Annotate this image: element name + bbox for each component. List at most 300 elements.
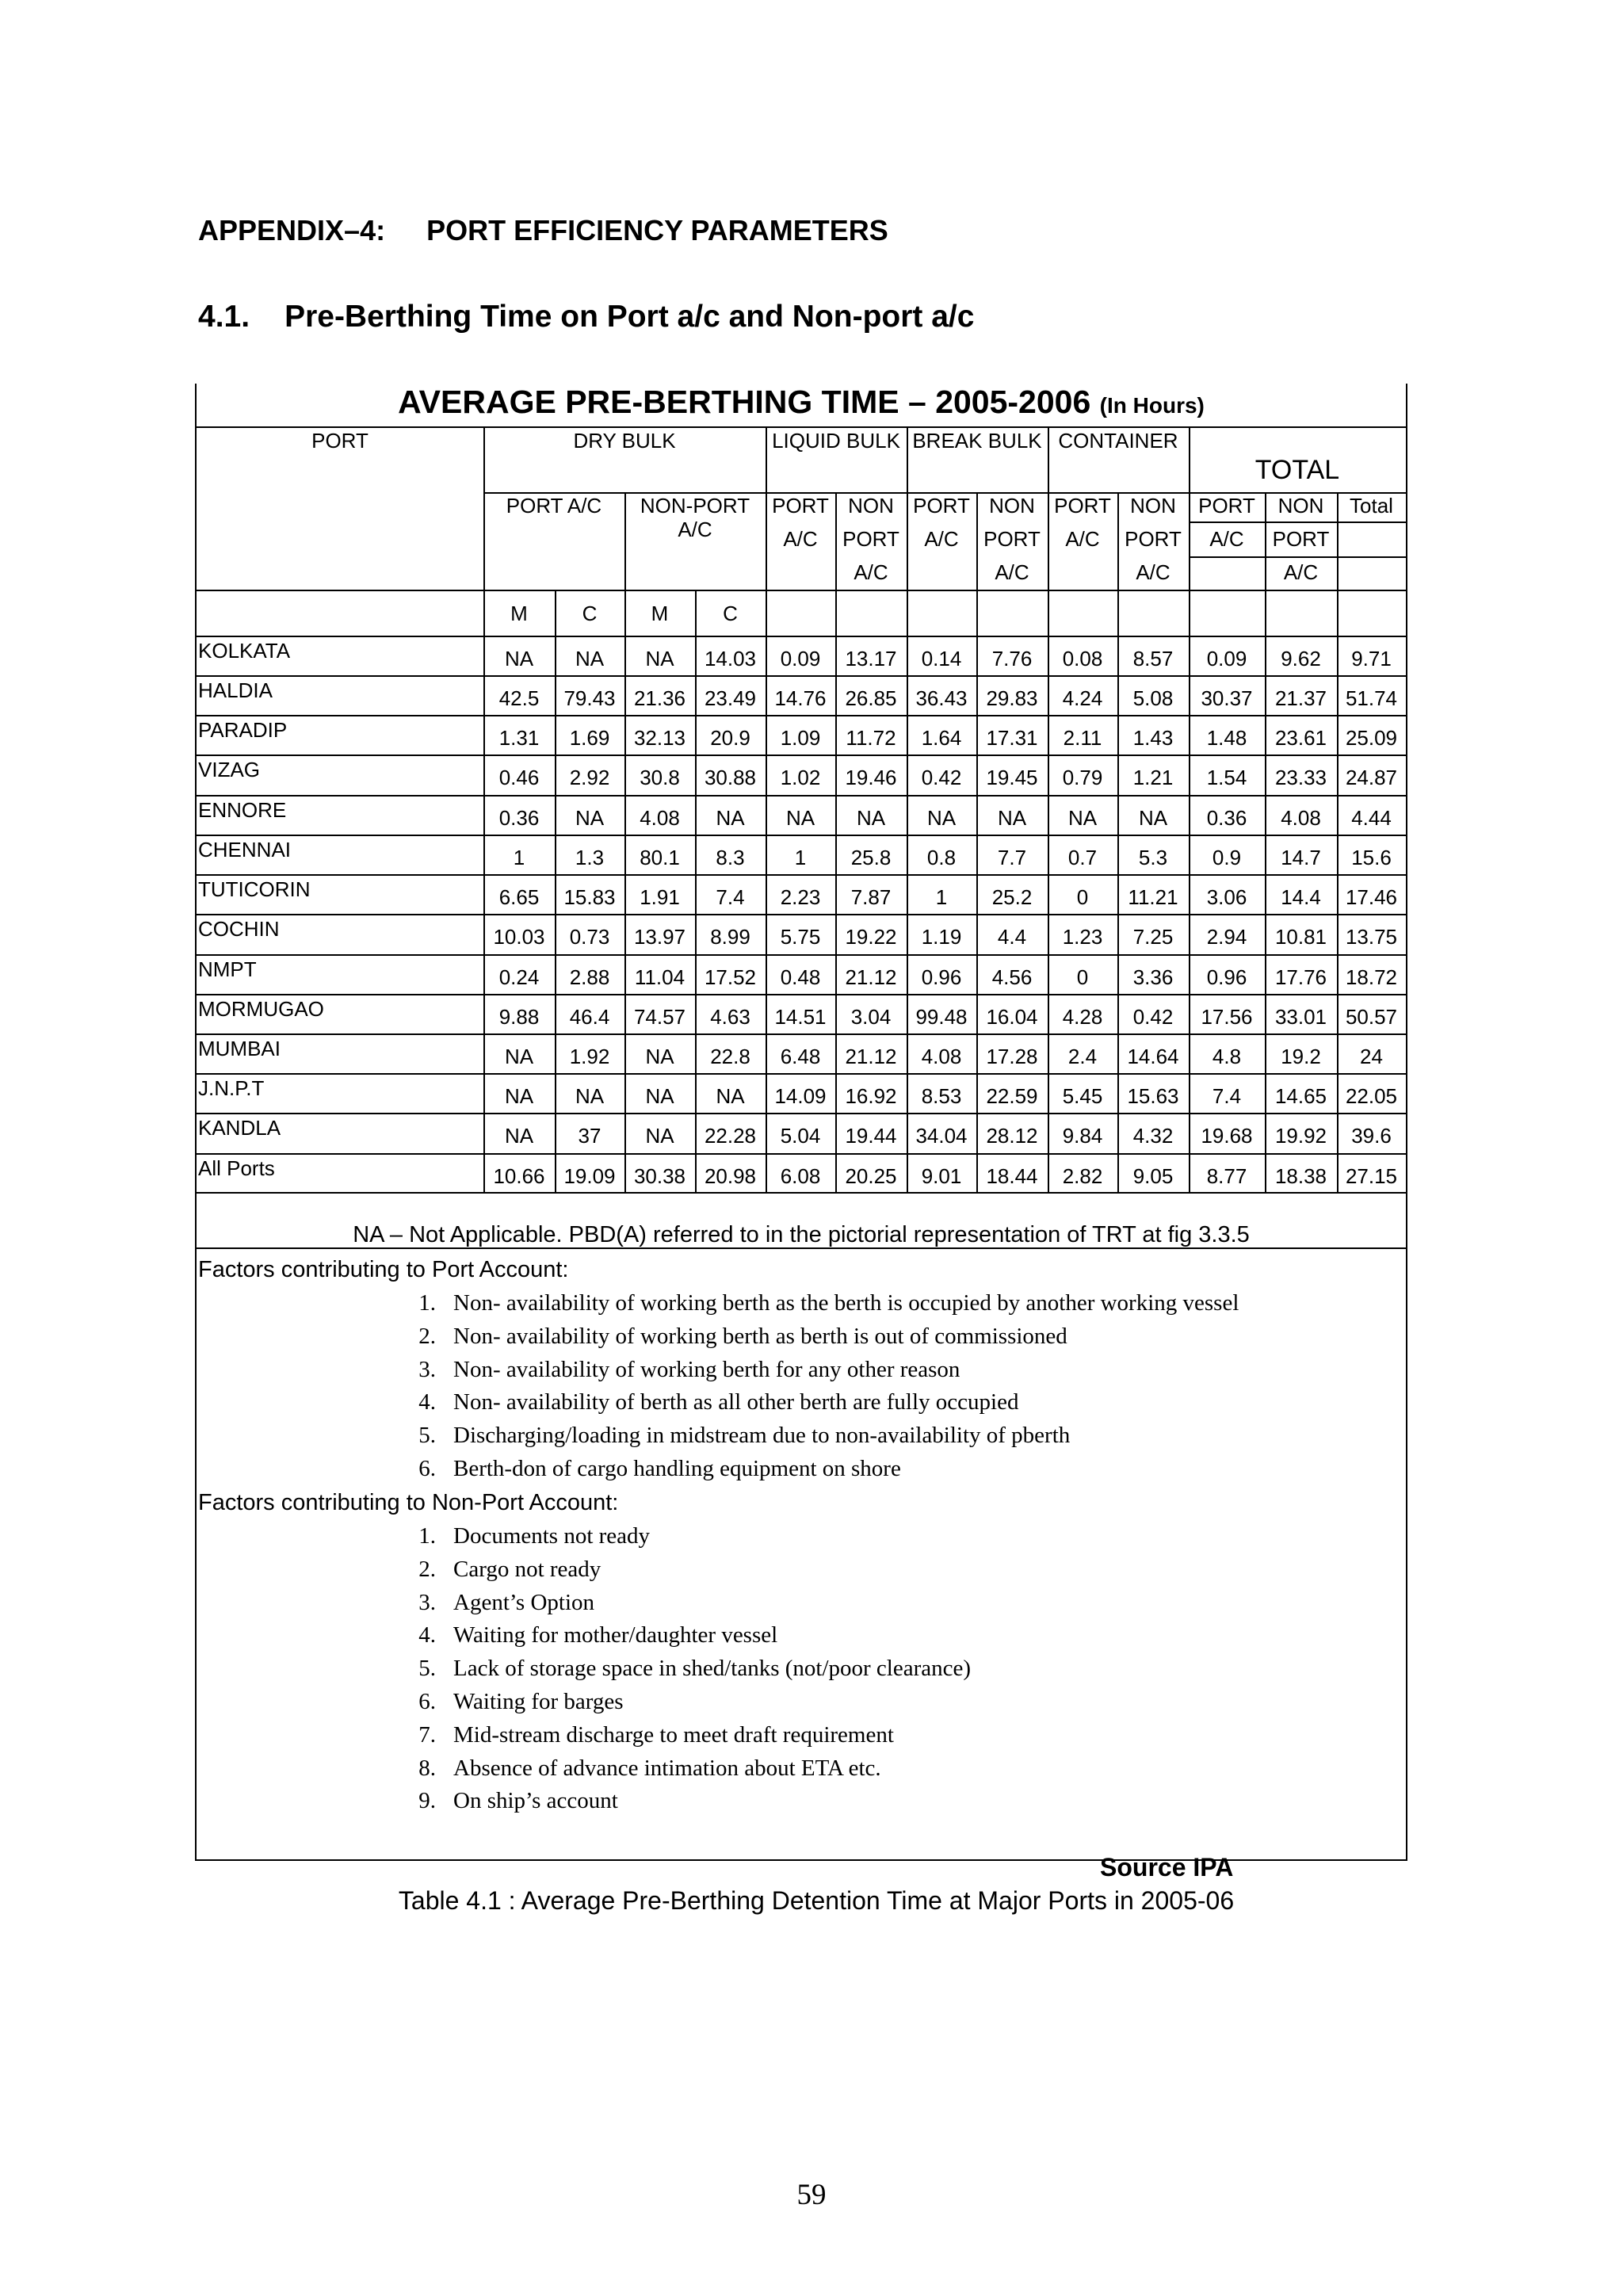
table-cell: 4.08 — [1281, 806, 1321, 830]
table-cell: 30.88 — [704, 766, 757, 789]
rule-row — [197, 1033, 1406, 1035]
header-total: TOTAL — [1254, 455, 1340, 485]
list-item-text: Lack of storage space in shed/tanks (not/poor clearance) — [453, 1656, 972, 1682]
table-cell: 8.77 — [1206, 1164, 1247, 1188]
list-item — [396, 1523, 1403, 1555]
table-cell: 14.76 — [774, 686, 827, 710]
table-cell: 34.04 — [915, 1124, 968, 1148]
list-item-text: Non- availability of working berth for any other reason — [453, 1356, 960, 1382]
appendix-label: APPENDIX–4: — [198, 214, 386, 246]
table-cell: 24 — [1360, 1045, 1383, 1068]
table-cell: 15.83 — [563, 885, 616, 909]
list-item-text: Berth-don of cargo handling equipment on shore — [453, 1456, 901, 1481]
row-port-name: PARADIP — [198, 718, 288, 742]
table-cell: 21.12 — [845, 965, 897, 989]
row-port-name: KANDLA — [198, 1116, 281, 1140]
table-cell: 4.8 — [1212, 1045, 1242, 1068]
table-cell: 14.7 — [1281, 846, 1321, 869]
table-cell: NA — [785, 806, 815, 830]
table-cell: 1.43 — [1132, 726, 1174, 750]
list-item-text: Mid-stream discharge to meet draft requirement — [453, 1721, 894, 1748]
table-cell: 80.1 — [640, 846, 680, 869]
list-item-text: On ship’s account — [453, 1788, 618, 1814]
table-cell: 2.11 — [1063, 726, 1102, 750]
table-cell: 22.59 — [986, 1084, 1038, 1108]
table-cell: 11.04 — [634, 965, 685, 989]
table-cell: 9.05 — [1132, 1164, 1174, 1188]
header-sub-non: NON — [1277, 494, 1324, 518]
rule-col — [1406, 426, 1407, 1192]
table-cell: 0.36 — [1206, 806, 1247, 830]
table-cell: 19.09 — [563, 1164, 616, 1188]
table-cell: 20.98 — [704, 1164, 757, 1188]
table-cell: 17.52 — [704, 965, 757, 989]
nonport-factors-title: Factors contributing to Non-Port Account: — [198, 1490, 619, 1515]
rule-header-mc — [197, 590, 1406, 591]
table-cell: 1 — [794, 846, 807, 869]
list-item — [396, 1389, 1403, 1421]
port-factors-title: Factors contributing to Port Account: — [198, 1257, 569, 1282]
table-cell: 1.3 — [575, 846, 605, 869]
list-item-text: Non- availability of working berth as the berth is occupied by another working vessel — [453, 1290, 1239, 1316]
row-port-name: ENNORE — [198, 798, 287, 822]
list-item — [396, 1656, 1403, 1687]
list-item — [396, 1324, 1403, 1355]
table-cell: 14.4 — [1281, 885, 1321, 909]
table-cell: 21.37 — [1274, 686, 1327, 710]
table-cell: NA — [504, 1124, 534, 1148]
header-sub-port: PORT — [983, 527, 1041, 551]
header-sub-ac: A/C — [1283, 560, 1319, 584]
header-c: C — [723, 602, 738, 625]
table-cell: 7.4 — [716, 885, 745, 909]
list-item-text: Waiting for barges — [453, 1689, 624, 1714]
table-cell: 23.61 — [1274, 726, 1327, 750]
table-cell: 19.45 — [986, 766, 1038, 789]
table-cell: 16.92 — [845, 1084, 897, 1108]
table-cell: 7.4 — [1212, 1084, 1242, 1108]
header-liquid-bulk: LIQUID BULK — [772, 429, 900, 453]
table-cell: 30.8 — [640, 766, 680, 789]
table-cell: NA — [645, 647, 674, 670]
table-cell: 5.75 — [780, 925, 821, 949]
table-cell: 25.8 — [850, 846, 892, 869]
list-item — [396, 1290, 1403, 1322]
table-cell: 0.08 — [1062, 647, 1103, 670]
table-cell: 30.38 — [633, 1164, 686, 1188]
table-cell: 1.02 — [780, 766, 821, 789]
table-cell: 30.37 — [1201, 686, 1253, 710]
table-cell: 0.48 — [780, 965, 821, 989]
list-item — [396, 1689, 1403, 1721]
list-item-number: 9. — [418, 1788, 436, 1814]
table-cell: NA — [504, 1045, 534, 1068]
table-cell: 74.57 — [633, 1005, 686, 1029]
table-cell: 32.13 — [633, 726, 686, 750]
table-cell: 0 — [1076, 885, 1089, 909]
table-cell: 1.21 — [1132, 766, 1174, 789]
table-cell: 5.08 — [1132, 686, 1174, 710]
table-cell: 28.12 — [986, 1124, 1038, 1148]
list-item-text: Discharging/loading in midstream due to non-availability of pberth — [453, 1423, 1071, 1449]
list-item-number: 5. — [418, 1656, 436, 1682]
table-cell: 14.65 — [1274, 1084, 1327, 1108]
table-cell: 22.05 — [1345, 1084, 1398, 1108]
table-cell: 22.8 — [710, 1045, 750, 1068]
list-item-text: Documents not ready — [453, 1523, 651, 1549]
table-cell: 0.73 — [569, 925, 610, 949]
table-cell: 0.36 — [498, 806, 540, 830]
rule-total-sub — [1189, 521, 1406, 523]
table-cell: 19.46 — [845, 766, 897, 789]
table-cell: 4.63 — [710, 1005, 750, 1029]
header-container: CONTAINER — [1058, 429, 1178, 453]
header-sub-port: PORT — [1054, 494, 1111, 518]
rule-header-top — [197, 426, 1406, 428]
section-heading — [198, 300, 974, 334]
table-cell: 99.48 — [915, 1005, 968, 1029]
table-cell: 10.03 — [493, 925, 545, 949]
row-port-name: MUMBAI — [198, 1037, 281, 1060]
table-cell: NA — [575, 1084, 605, 1108]
row-port-name: COCHIN — [198, 917, 280, 941]
table-cell: 26.85 — [845, 686, 897, 710]
table-title — [197, 384, 1406, 421]
table-cell: 5.3 — [1138, 846, 1168, 869]
row-port-name: NMPT — [198, 957, 257, 981]
list-item — [396, 1423, 1403, 1454]
table-cell: NA — [856, 806, 886, 830]
table-cell: 46.4 — [569, 1005, 610, 1029]
section-title: Pre-Berthing Time on Port a/c and Non-port a/c — [285, 300, 975, 334]
header-sub-port: PORT — [1272, 527, 1330, 551]
header-sub-ac: A/C — [924, 527, 959, 551]
table-cell: 4.08 — [640, 806, 680, 830]
header-sub-non: NON — [848, 494, 894, 518]
list-item-text: Agent’s Option — [453, 1589, 595, 1615]
table-cell: 18.72 — [1345, 965, 1398, 989]
header-sub-port: PORT — [842, 527, 899, 551]
table-cell: 16.04 — [986, 1005, 1038, 1029]
header-m: M — [510, 602, 528, 625]
table-cell: 5.04 — [780, 1124, 821, 1148]
table-cell: 19.92 — [1274, 1124, 1327, 1148]
table-cell: 0.96 — [921, 965, 962, 989]
header-port: PORT — [311, 429, 369, 453]
table-cell: 2.92 — [569, 766, 610, 789]
table-cell: 1.54 — [1206, 766, 1247, 789]
table-caption: Table 4.1 : Average Pre-Berthing Detention Time at Major Ports in 2005-06 — [398, 1886, 1235, 1915]
table-cell: 10.66 — [493, 1164, 545, 1188]
table-cell: 20.9 — [710, 726, 750, 750]
table-cell: 8.3 — [716, 846, 745, 869]
table-cell: 19.22 — [845, 925, 897, 949]
list-item-text: Absence of advance intimation about ETA etc. — [453, 1755, 881, 1781]
table-cell: 0.42 — [1132, 1005, 1174, 1029]
list-item-number: 2. — [418, 1556, 436, 1582]
header-sub-ac: A/C — [1136, 560, 1170, 584]
table-cell: 7.87 — [850, 885, 892, 909]
table-cell: 9.01 — [921, 1164, 962, 1188]
table-cell: 4.4 — [997, 925, 1027, 949]
table-cell: 2.4 — [1067, 1045, 1098, 1068]
table-cell: 51.74 — [1345, 686, 1398, 710]
table-title-text: AVERAGE PRE-BERTHING TIME – 2005-2006 — [398, 384, 1091, 420]
table-title-unit: (In Hours) — [1099, 393, 1205, 418]
table-cell: 15.63 — [1127, 1084, 1179, 1108]
rule-row — [197, 1113, 1406, 1114]
list-item-number: 6. — [418, 1456, 436, 1481]
row-port-name: All Ports — [198, 1156, 275, 1180]
source-label: Source IPA — [1100, 1853, 1234, 1881]
table-cell: NA — [575, 647, 605, 670]
table-cell: 8.53 — [921, 1084, 962, 1108]
row-port-name: J.N.P.T — [198, 1076, 265, 1100]
table-cell: 19.2 — [1281, 1045, 1321, 1068]
table-cell: 2.82 — [1062, 1164, 1103, 1188]
table-cell: 1.64 — [921, 726, 962, 750]
list-item-text: Waiting for mother/daughter vessel — [453, 1622, 778, 1648]
table-cell: 24.87 — [1345, 766, 1398, 789]
table-cell: 27.15 — [1345, 1164, 1398, 1188]
table-cell: 14.03 — [704, 647, 757, 670]
list-item — [396, 1622, 1403, 1654]
table-cell: 4.08 — [921, 1045, 962, 1068]
header-sub-port: PORT — [772, 494, 829, 518]
table-cell: 2.88 — [569, 965, 610, 989]
list-item-number: 2. — [418, 1323, 436, 1349]
header-c: C — [582, 602, 598, 625]
header-sub-ac: A/C — [995, 560, 1029, 584]
list-item — [396, 1788, 1403, 1820]
table-cell: 0.9 — [1212, 846, 1242, 869]
table-cell: 6.08 — [780, 1164, 821, 1188]
list-item-number: 1. — [418, 1523, 436, 1549]
table-cell: 0.8 — [926, 846, 957, 869]
table-cell: 2.94 — [1206, 925, 1247, 949]
table-cell: 17.56 — [1201, 1005, 1253, 1029]
table-cell: 21.36 — [633, 686, 686, 710]
table-cell: 10.81 — [1274, 925, 1327, 949]
table-cell: 79.43 — [563, 686, 616, 710]
table-cell: 15.6 — [1351, 846, 1392, 869]
header-sub-ac: A/C — [783, 527, 818, 551]
header-sub-port: PORT — [913, 494, 970, 518]
table-cell: NA — [645, 1045, 674, 1068]
table-cell: 18.38 — [1274, 1164, 1327, 1188]
table-cell: NA — [504, 647, 534, 670]
table-cell: 21.12 — [845, 1045, 897, 1068]
table-cell: 9.84 — [1062, 1124, 1103, 1148]
table-cell: 14.09 — [774, 1084, 827, 1108]
table-cell: 19.68 — [1201, 1124, 1253, 1148]
table-cell: 0.96 — [1206, 965, 1247, 989]
section-number: 4.1. — [198, 300, 250, 334]
header-sub-ac: A/C — [854, 560, 888, 584]
table-cell: NA — [997, 806, 1027, 830]
table-cell: 4.32 — [1132, 1124, 1174, 1148]
table-cell: 13.97 — [633, 925, 686, 949]
table-cell: 17.76 — [1274, 965, 1327, 989]
table-cell: 0.42 — [921, 766, 962, 789]
list-item — [396, 1755, 1403, 1787]
table-cell: 9.71 — [1351, 647, 1392, 670]
table-cell: 7.25 — [1132, 925, 1174, 949]
table-cell: 6.65 — [498, 885, 540, 909]
header-sub-total: Total — [1350, 494, 1393, 518]
table-cell: 1.69 — [569, 726, 610, 750]
list-item — [396, 1557, 1403, 1588]
table-cell: NA — [716, 806, 745, 830]
table-cell: NA — [716, 1084, 745, 1108]
table-cell: 23.49 — [704, 686, 757, 710]
na-note: NA – Not Applicable. PBD(A) referred to in the pictorial representation of TRT at fig 3.3.5 — [353, 1222, 1250, 1247]
table-cell: 4.56 — [991, 965, 1033, 989]
rule-row — [197, 795, 1406, 797]
header-sub-non: NON — [989, 494, 1035, 518]
table-cell: 2.23 — [780, 885, 821, 909]
rule-header-bottom — [197, 636, 1406, 637]
list-item — [396, 1357, 1403, 1389]
table-cell: 7.76 — [991, 647, 1033, 670]
table-cell: 17.46 — [1345, 885, 1398, 909]
table-cell: NA — [926, 806, 957, 830]
header-sub-port: PORT — [1125, 527, 1182, 551]
table-cell: 23.33 — [1274, 766, 1327, 789]
header-dry-bulk: DRY BULK — [573, 429, 676, 453]
header-m: M — [651, 602, 669, 625]
list-item — [396, 1590, 1403, 1622]
rule-row — [197, 755, 1406, 756]
table-cell: 1.23 — [1062, 925, 1103, 949]
table-cell: 13.75 — [1345, 925, 1398, 949]
table-cell: 17.28 — [986, 1045, 1038, 1068]
table-cell: 1.19 — [921, 925, 962, 949]
rule-body-bottom — [197, 1192, 1406, 1194]
header-sub-ac: A/C — [1209, 527, 1244, 551]
rule-row — [197, 954, 1406, 956]
table-cell: 0.79 — [1062, 766, 1103, 789]
table-cell: 19.44 — [845, 1124, 897, 1148]
list-item-number: 4. — [418, 1389, 436, 1415]
rule-row — [197, 715, 1406, 716]
list-item-number: 3. — [418, 1589, 436, 1615]
table-cell: NA — [575, 806, 605, 830]
table-cell: 4.28 — [1062, 1005, 1103, 1029]
table-cell: 1 — [935, 885, 948, 909]
table-cell: 0 — [1076, 965, 1089, 989]
table-cell: 0.14 — [921, 647, 962, 670]
rule-row — [197, 914, 1406, 915]
list-item-text: Non- availability of berth as all other berth are fully occupied — [453, 1389, 1019, 1415]
rule-row — [197, 1153, 1406, 1155]
table-cell: 3.36 — [1132, 965, 1174, 989]
list-item-number: 7. — [418, 1721, 436, 1748]
list-item-text: Cargo not ready — [453, 1556, 601, 1582]
table-cell: NA — [1067, 806, 1098, 830]
row-port-name: KOLKATA — [198, 639, 291, 663]
table-cell: 14.51 — [774, 1005, 827, 1029]
table-cell: 3.04 — [850, 1005, 892, 1029]
list-item-number: 4. — [418, 1622, 436, 1648]
table-cell: 11.21 — [1128, 885, 1178, 909]
table-cell: 20.25 — [845, 1164, 897, 1188]
table-cell: 9.62 — [1281, 647, 1321, 670]
table-cell: 0.09 — [1206, 647, 1247, 670]
table-cell: 8.57 — [1132, 647, 1174, 670]
table-cell: 33.01 — [1274, 1005, 1327, 1029]
table-cell: 0.46 — [498, 766, 540, 789]
list-item-number: 8. — [418, 1755, 436, 1781]
table-cell: 0.09 — [780, 647, 821, 670]
row-port-name: MORMUGAO — [198, 997, 324, 1021]
row-port-name: HALDIA — [198, 678, 273, 702]
appendix-heading — [198, 214, 888, 247]
appendix-title: PORT EFFICIENCY PARAMETERS — [426, 214, 888, 246]
list-item-number: 5. — [418, 1423, 436, 1449]
table-cell: 4.24 — [1062, 686, 1103, 710]
table-cell: NA — [645, 1124, 674, 1148]
table-cell: 17.31 — [986, 726, 1038, 750]
table-cell: NA — [504, 1084, 534, 1108]
row-port-name: VIZAG — [198, 758, 261, 781]
table-cell: 22.28 — [704, 1124, 757, 1148]
header-break-bulk: BREAK BULK — [912, 429, 1042, 453]
table-cell: 37 — [578, 1124, 601, 1148]
table-cell: 39.6 — [1351, 1124, 1392, 1148]
list-item-number: 3. — [418, 1356, 436, 1382]
table-cell: 6.48 — [780, 1045, 821, 1068]
header-dry-port-ac: PORT A/C — [506, 494, 602, 518]
header-sub-port: PORT — [1198, 494, 1255, 518]
table-cell: 1 — [513, 846, 525, 869]
list-item — [396, 1722, 1403, 1754]
table-cell: 29.83 — [986, 686, 1038, 710]
row-port-name: TUTICORIN — [198, 877, 311, 901]
header-sub-ac: A/C — [1065, 527, 1100, 551]
rule-row — [197, 994, 1406, 995]
rule-row — [197, 1073, 1406, 1075]
table-cell: 0.24 — [498, 965, 540, 989]
table-cell: 4.44 — [1351, 806, 1392, 830]
table-cell: 8.99 — [710, 925, 750, 949]
table-cell: 1.91 — [640, 885, 680, 909]
list-item-number: 1. — [418, 1290, 436, 1316]
list-item-text: Non- availability of working berth as berth is out of commissioned — [453, 1323, 1067, 1349]
table-cell: 1.09 — [780, 726, 821, 750]
table-cell: 5.45 — [1062, 1084, 1103, 1108]
table-cell: 25.09 — [1345, 726, 1398, 750]
table-cell: 1.31 — [498, 726, 540, 750]
table-cell: 0.7 — [1067, 846, 1098, 869]
table-cell: 14.64 — [1127, 1045, 1179, 1068]
table-cell: 1.48 — [1206, 726, 1247, 750]
table-cell: NA — [645, 1084, 674, 1108]
page-number: 59 — [796, 2179, 827, 2211]
header-sub-non: NON — [1130, 494, 1176, 518]
list-item-number: 6. — [418, 1689, 436, 1714]
table-cell: 18.44 — [986, 1164, 1038, 1188]
table-cell: NA — [1138, 806, 1168, 830]
rule-total-sub2 — [1189, 556, 1406, 558]
rule-row — [197, 675, 1406, 677]
table-cell: 3.06 — [1206, 885, 1247, 909]
table-cell: 11.72 — [846, 726, 896, 750]
header-dry-non-port-ac: NON-PORT A/C — [640, 494, 750, 541]
row-port-name: CHENNAI — [198, 838, 292, 861]
rule-row — [197, 874, 1406, 876]
table-cell: 42.5 — [498, 686, 540, 710]
